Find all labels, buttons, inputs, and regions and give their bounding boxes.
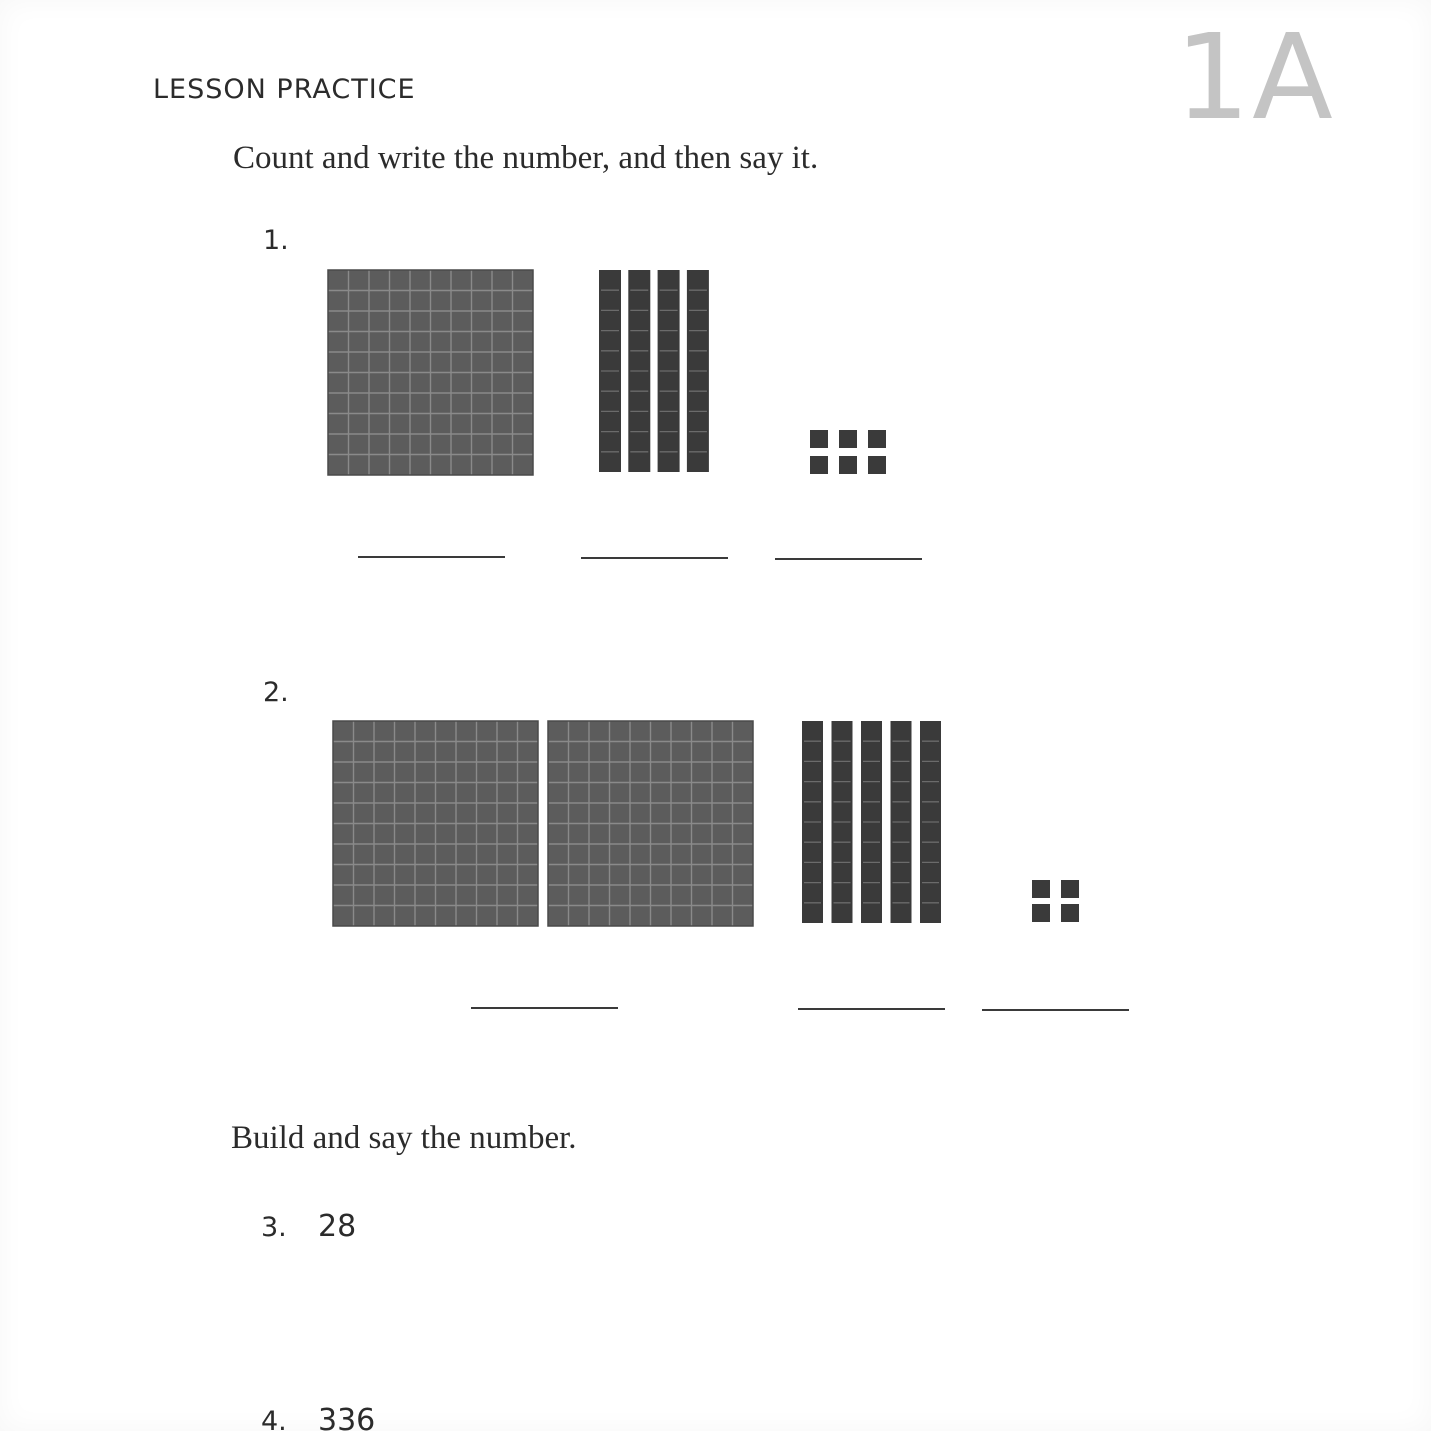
ten-rod xyxy=(920,721,941,923)
instruction-count-write: Count and write the number, and then say it. xyxy=(233,140,819,176)
lesson-id: 1A xyxy=(1175,8,1335,146)
unit-cube xyxy=(1061,880,1079,898)
problem-4-value: 336 xyxy=(318,1403,376,1438)
ten-rod xyxy=(861,721,882,923)
problem-2-answer-units[interactable] xyxy=(982,1009,1129,1011)
problem-2-answer-hundreds[interactable] xyxy=(471,1007,618,1009)
hundred-square xyxy=(333,721,538,926)
problem-2-units xyxy=(1032,880,1079,922)
ten-rod xyxy=(891,721,912,923)
problem-3-value: 28 xyxy=(318,1209,357,1244)
section-label: LESSON PRACTICE xyxy=(153,74,416,105)
ten-rod xyxy=(832,721,853,923)
instruction-build-say: Build and say the number. xyxy=(231,1120,577,1156)
problem-2-hundreds xyxy=(333,721,753,926)
problem-4-number: 4. xyxy=(261,1406,287,1437)
problem-2-tens xyxy=(802,721,941,923)
hundred-square xyxy=(548,721,753,926)
problem-2-number: 2. xyxy=(263,677,289,708)
unit-cube xyxy=(1032,904,1050,922)
ten-rod xyxy=(802,721,823,923)
problem-3-number: 3. xyxy=(261,1212,287,1243)
problem-2-answer-tens[interactable] xyxy=(798,1008,945,1010)
unit-cube xyxy=(1032,880,1050,898)
problem-1-number: 1. xyxy=(263,225,289,256)
unit-cube xyxy=(1061,904,1079,922)
